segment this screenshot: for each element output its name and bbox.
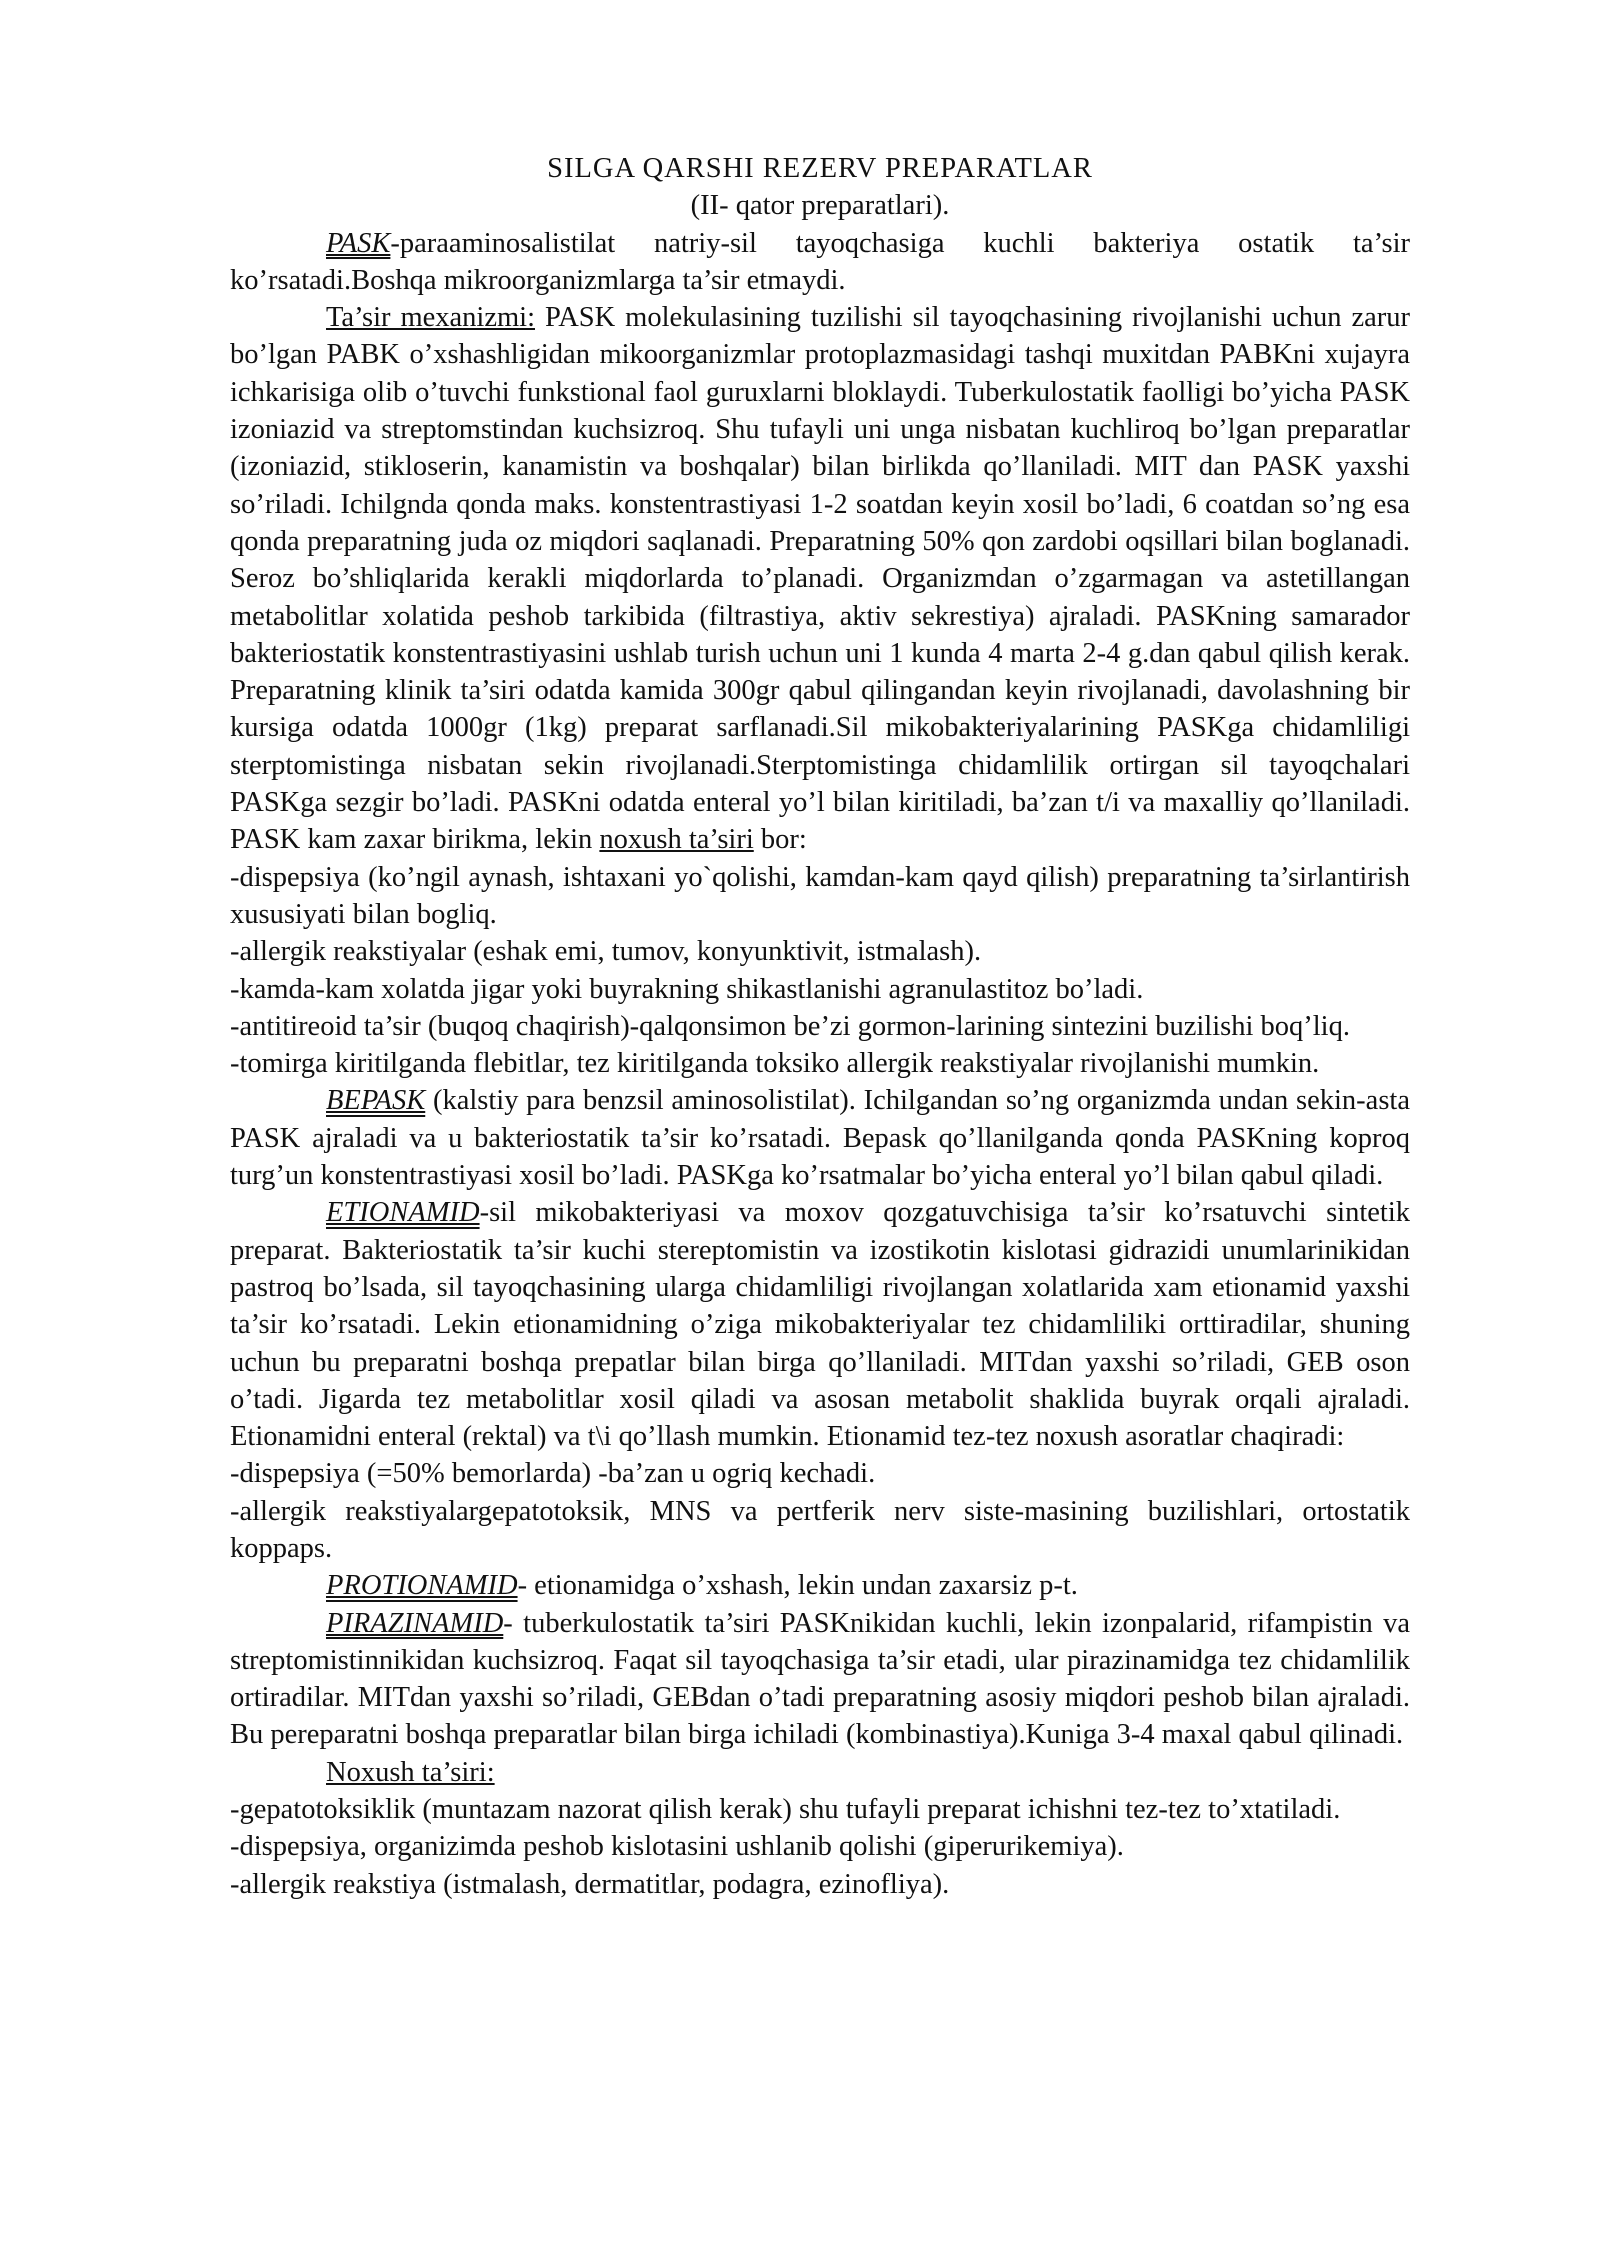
pirazinamid-effect-item: -dispepsiya, organizimda peshob kislotasini ushlanib qolishi (giperurikemiya). [230, 1831, 1124, 1863]
protionamid-paragraph [230, 1567, 1410, 1604]
drug-name-pask: PASK [326, 227, 391, 259]
pask-mechanism-paragraph [230, 299, 1410, 858]
pirazinamid-text: - tuberkulostatik ta’siri PASKnikidan kuchli, lekin izonpalarid, rifampistin va streptomistinnikidan kuchsizroq. Faqat sil tayoqchasiga ta’sir etadi, ular pirazinamidga tez chidamlilik ortiradilar. MITdan yaxshi so’riladi, GEBdan o’tadi preparatning asosiy miqdori peshob bilan ajraladi. Bu pereparatni boshqa preparatlar bilan birga ichiladi (kombinastiya).Kuniga 3-4 maxal qabul qilinadi. [230, 1607, 1410, 1751]
side-effects-label: noxush ta’siri [599, 824, 754, 856]
pask-effect-item: -antitireoid ta’sir (buqoq chaqirish)-qalqonsimon be’zi gormon-larining sintezini buzilishi boq’liq. [230, 1010, 1350, 1042]
pirazinamid-side-effects-heading [230, 1754, 1410, 1791]
etionamid-paragraph [230, 1194, 1410, 1455]
pask-effect-item: -kamda-kam xolatda jigar yoki buyrakning shikastlanishi agranulastitoz bo’ladi. [230, 973, 1144, 1005]
pirazinamid-paragraph [230, 1605, 1410, 1754]
pask-intro-paragraph [230, 225, 1410, 300]
etionamid-text: -sil mikobakteriyasi va moxov qozgatuvchisiga ta’sir ko’rsatuvchi sintetik preparat. Bakteriostatik ta’sir kuchi stereptomistin va izostikotin kislotasi gidrazidi unumlarinikidan pastroq bo’lsada, sil tayoqchasining ularga chidamliligi rivojlangan xolatlarida xam etionamid yaxshi ta’sir ko’rsatadi. Lekin etionamidning o’ziga mikobakteriyalar tez chidamliliki orttiradilar, shuning uchun bu preparatni boshqa prepatlar bilan birga qo’llaniladi. MITdan yaxshi so’riladi, GEB oson o’tadi. Jigarda tez metabolitlar xosil qiladi va asosan metabolit shaklida buyrak orqali ajraladi. Etionamidni enteral (rektal) va t\i qo’llash mumkin. Etionamid tez-tez noxush asoratlar chaqiradi: [230, 1197, 1410, 1453]
pirazinamid-effect-item: -allergik reakstiya (istmalash, dermatitlar, podagra, ezinofliya). [230, 1868, 950, 1900]
pask-effect-item: -allergik reakstiyalar (eshak emi, tumov, konyunktivit, istmalash). [230, 936, 982, 968]
drug-name-protionamid: PROTIONAMID [326, 1570, 518, 1602]
document-subtitle: (II- qator preparatlari). [690, 190, 950, 222]
drug-name-etionamid: ETIONAMID [326, 1197, 480, 1229]
mechanism-label: Ta’sir mexanizmi: [326, 302, 535, 334]
bepask-text: (kalstiy para benzsil aminosolistilat). Ichilgandan so’ng organizmda undan sekin-asta PASK ajraladi va u bakteriostatik ta’sir ko’rsatadi. Bepask qo’llanilganda qonda PASKning koproq turg’un konstentrastiyasi xosil bo’ladi. PASKga ko’rsatmalar bo’yicha enteral yo’l bilan qabul qiladi. [230, 1085, 1410, 1192]
pirazinamid-side-effects-label: Noxush ta’siri: [326, 1756, 495, 1788]
pask-intro-text: -paraaminosalistilat natriy-sil tayoqchasiga kuchli bakteriya ostatik ta’sir ko’rsatadi.Boshqa mikroorganizmlarga ta’sir etmaydi. [230, 227, 1410, 296]
etionamid-effect-item: -dispepsiya (=50% bemorlarda) -ba’zan u ogriq kechadi. [230, 1458, 876, 1490]
document-title: SILGA QARSHI REZERV PREPARATLAR [547, 153, 1093, 184]
pask-effect-item: -dispepsiya (ko’ngil aynash, ishtaxani yo`qolishi, kamdan-kam qayd qilish) preparatning ta’sirlantirish xususiyati bilan bogliq. [230, 861, 1410, 930]
drug-name-pirazinamid: PIRAZINAMID [326, 1607, 504, 1639]
document-page [230, 150, 1410, 1903]
mechanism-text: PASK molekulasining tuzilishi sil tayoqchasining rivojlanishi uchun zarur bo’lgan PABK o’xshashligidan mikoorganizmlar protoplazmasidagi tashqi muxitdan PABKni xujayra ichkarisiga olib o’tuvchi funkstional faol guruxlarni bloklaydi. Tuberkulostatik faolligi bo’yicha PASK izoniazid va streptomstindan kuchsizroq. Shu tufayli uni unga nisbatan kuchliroq bo’lgan preparatlar (izoniazid, stikloserin, kanamistin va boshqalar) bilan birlikda qo’llaniladi. MIT dan PASK yaxshi so’riladi. Ichilgnda qonda maks. konstentrastiyasi 1-2 soatdan keyin xosil bo’ladi, 6 coatdan so’ng esa qonda preparatning juda oz miqdori saqlanadi. Preparatning 50% qon zardobi oqsillari bilan boglanadi. Seroz bo’shliqlarida kerakli miqdorlarda to’planadi. Organizmdan o’zgarmagan va astetillangan metabolitlar xolatida peshob tarkibida (filtrastiya, aktiv sekrestiya) ajraladi. PASKning samarador bakteriostatik konstentrastiyasini ushlab turish uchun uni 1 kunda 4 marta 2-4 g.dan qabul qilish kerak. Preparatning klinik ta’siri odatda kamida 300gr qabul qilingandan keyin rivojlanadi, davolashning bir kursiga odatda 1000gr (1kg) preparat sarflanadi.Sil mikobakteriyalarining PASKga chidamliligi sterptomistinga nisbatan sekin rivojlanadi.Sterptomistinga chidamlilik ortirgan sil tayoqchalari PASKga sezgir bo’ladi. PASKni odatda enteral yo’l bilan kiritiladi, ba’zan t/i va maxalliy qo’llaniladi. PASK kam zaxar birikma, lekin [230, 302, 1410, 856]
protionamid-text: - etionamidga o’xshash, lekin undan zaxarsiz p-t. [517, 1570, 1078, 1602]
bepask-paragraph [230, 1082, 1410, 1194]
pirazinamid-effect-item: -gepatotoksiklik (muntazam nazorat qilish kerak) shu tufayli preparat ichishni tez-tez to’xtatiladi. [230, 1794, 1341, 1826]
side-effects-tail: bor: [753, 824, 807, 856]
pask-effect-item: -tomirga kiritilganda flebitlar, tez kiritilganda toksiko allergik reakstiyalar rivojlanishi mumkin. [230, 1048, 1320, 1080]
drug-name-bepask: BEPASK [326, 1085, 426, 1117]
etionamid-effect-item: -allergik reakstiyalargepatotoksik, MNS va pertferik nerv siste-masining buzilishlari, ortostatik koppaps. [230, 1495, 1410, 1564]
